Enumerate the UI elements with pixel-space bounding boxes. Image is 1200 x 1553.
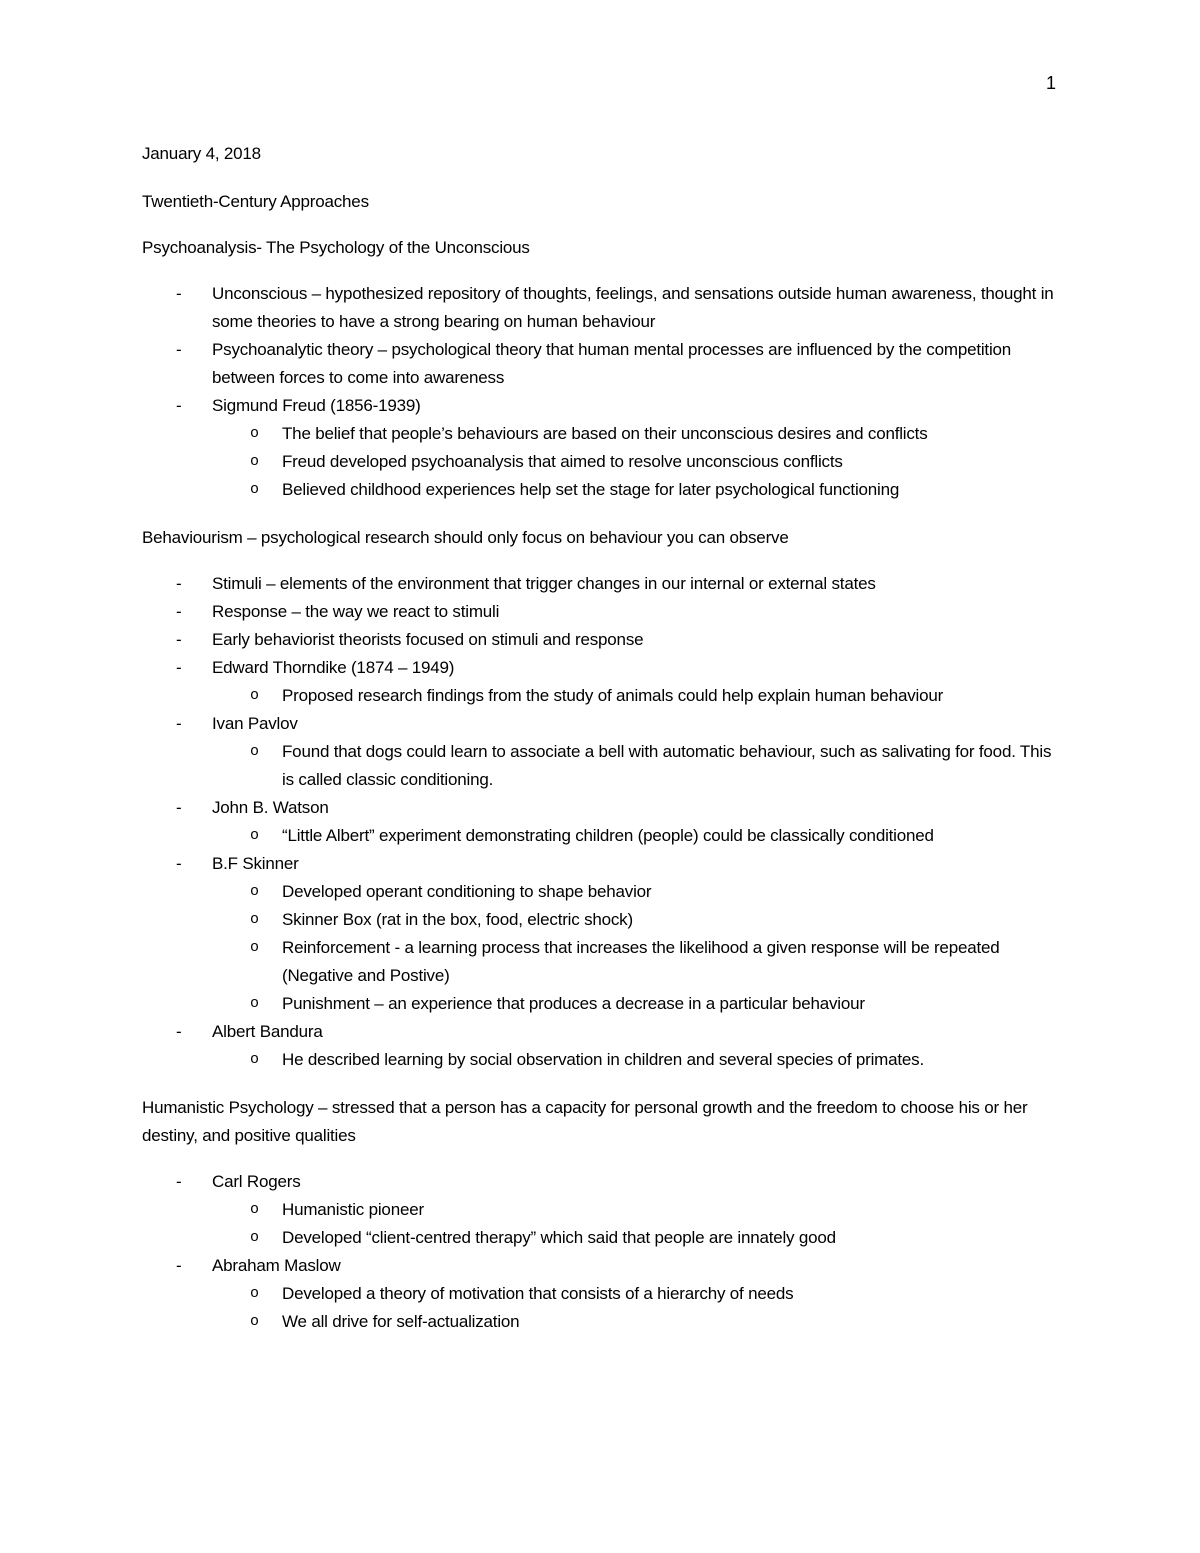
sub-list-item: o Believed childhood experiences help set the stage for later psychological functioning: [212, 476, 1062, 504]
list-item: - Stimuli – elements of the environment that trigger changes in our internal or external states: [142, 570, 1062, 598]
list-item: - Edward Thorndike (1874 – 1949) o Proposed research findings from the study of animals could help explain human behaviour: [142, 654, 1062, 710]
psychoanalysis-list: [142, 280, 1062, 504]
sub-list-item: o Developed a theory of motivation that consists of a hierarchy of needs: [212, 1280, 1062, 1308]
list-item: - Psychoanalytic theory – psychological theory that human mental processes are influenced by the competition between forces to come into awareness: [142, 336, 1062, 392]
list-item: - John B. Watson o “Little Albert” experiment demonstrating children (people) could be classically conditioned: [142, 794, 1062, 850]
sub-list-item: o He described learning by social observation in children and several species of primates.: [212, 1046, 1062, 1074]
section-heading-behaviourism: Behaviourism – psychological research should only focus on behaviour you can observe: [142, 528, 789, 547]
sub-list-item: o Found that dogs could learn to associate a bell with automatic behaviour, such as salivating for food. This is called classic conditioning.: [212, 738, 1062, 794]
list-item: - Response – the way we react to stimuli: [142, 598, 1062, 626]
sub-list-item: o The belief that people’s behaviours are based on their unconscious desires and conflicts: [212, 420, 1062, 448]
sub-list-item: o Reinforcement - a learning process that increases the likelihood a given response will be repeated (Negative and Postive): [212, 934, 1062, 990]
list-item: - Early behaviorist theorists focused on stimuli and response: [142, 626, 1062, 654]
list-item: - Unconscious – hypothesized repository of thoughts, feelings, and sensations outside human awareness, thought in some theories to have a strong bearing on human behaviour: [142, 280, 1062, 336]
note-date: January 4, 2018: [142, 144, 261, 163]
list-item: - Abraham Maslow o Developed a theory of motivation that consists of a hierarchy of needs o We all drive for self-actualization: [142, 1252, 1062, 1336]
list-item: - Sigmund Freud (1856-1939) o The belief that people’s behaviours are based on their unconscious desires and conflicts o Freud developed psychoanalysis that aimed to resolve unconscious conflicts o Believed childhood experiences help set the stage for later psychological functioning: [142, 392, 1062, 504]
humanistic-list: [142, 1168, 1062, 1336]
page-number: 1: [1046, 73, 1056, 93]
sub-list-item: o Developed “client-centred therapy” which said that people are innately good: [212, 1224, 1062, 1252]
behaviourism-list: [142, 570, 1062, 1074]
section-heading-psychoanalysis: Psychoanalysis- The Psychology of the Unconscious: [142, 238, 530, 257]
list-item: - B.F Skinner o Developed operant conditioning to shape behavior o Skinner Box (rat in the box, food, electric shock) o Reinforcement - a learning process that increases the likelihood a given response will be repeated (Negative and Postive) o Punishment – an experience that produces a decrease in a particular behaviour: [142, 850, 1062, 1018]
sub-list-item: o Freud developed psychoanalysis that aimed to resolve unconscious conflicts: [212, 448, 1062, 476]
sub-list-item: o Developed operant conditioning to shape behavior: [212, 878, 1062, 906]
sub-list-item: o Humanistic pioneer: [212, 1196, 1062, 1224]
list-item: - Albert Bandura o He described learning by social observation in children and several species of primates.: [142, 1018, 1062, 1074]
page-title: Twentieth-Century Approaches: [142, 192, 369, 211]
sub-list-item: o Punishment – an experience that produces a decrease in a particular behaviour: [212, 990, 1062, 1018]
list-item: - Ivan Pavlov o Found that dogs could learn to associate a bell with automatic behaviour, such as salivating for food. This is called classic conditioning.: [142, 710, 1062, 794]
sub-list-item: o Skinner Box (rat in the box, food, electric shock): [212, 906, 1062, 934]
section-heading-humanistic: Humanistic Psychology – stressed that a person has a capacity for personal growth and the freedom to choose his or her destiny, and positive qualities: [142, 1098, 1028, 1145]
list-item: - Carl Rogers o Humanistic pioneer o Developed “client-centred therapy” which said that people are innately good: [142, 1168, 1062, 1252]
sub-list-item: o We all drive for self-actualization: [212, 1308, 1062, 1336]
sub-list-item: o “Little Albert” experiment demonstrating children (people) could be classically conditioned: [212, 822, 1062, 850]
sub-list-item: o Proposed research findings from the study of animals could help explain human behaviour: [212, 682, 1062, 710]
